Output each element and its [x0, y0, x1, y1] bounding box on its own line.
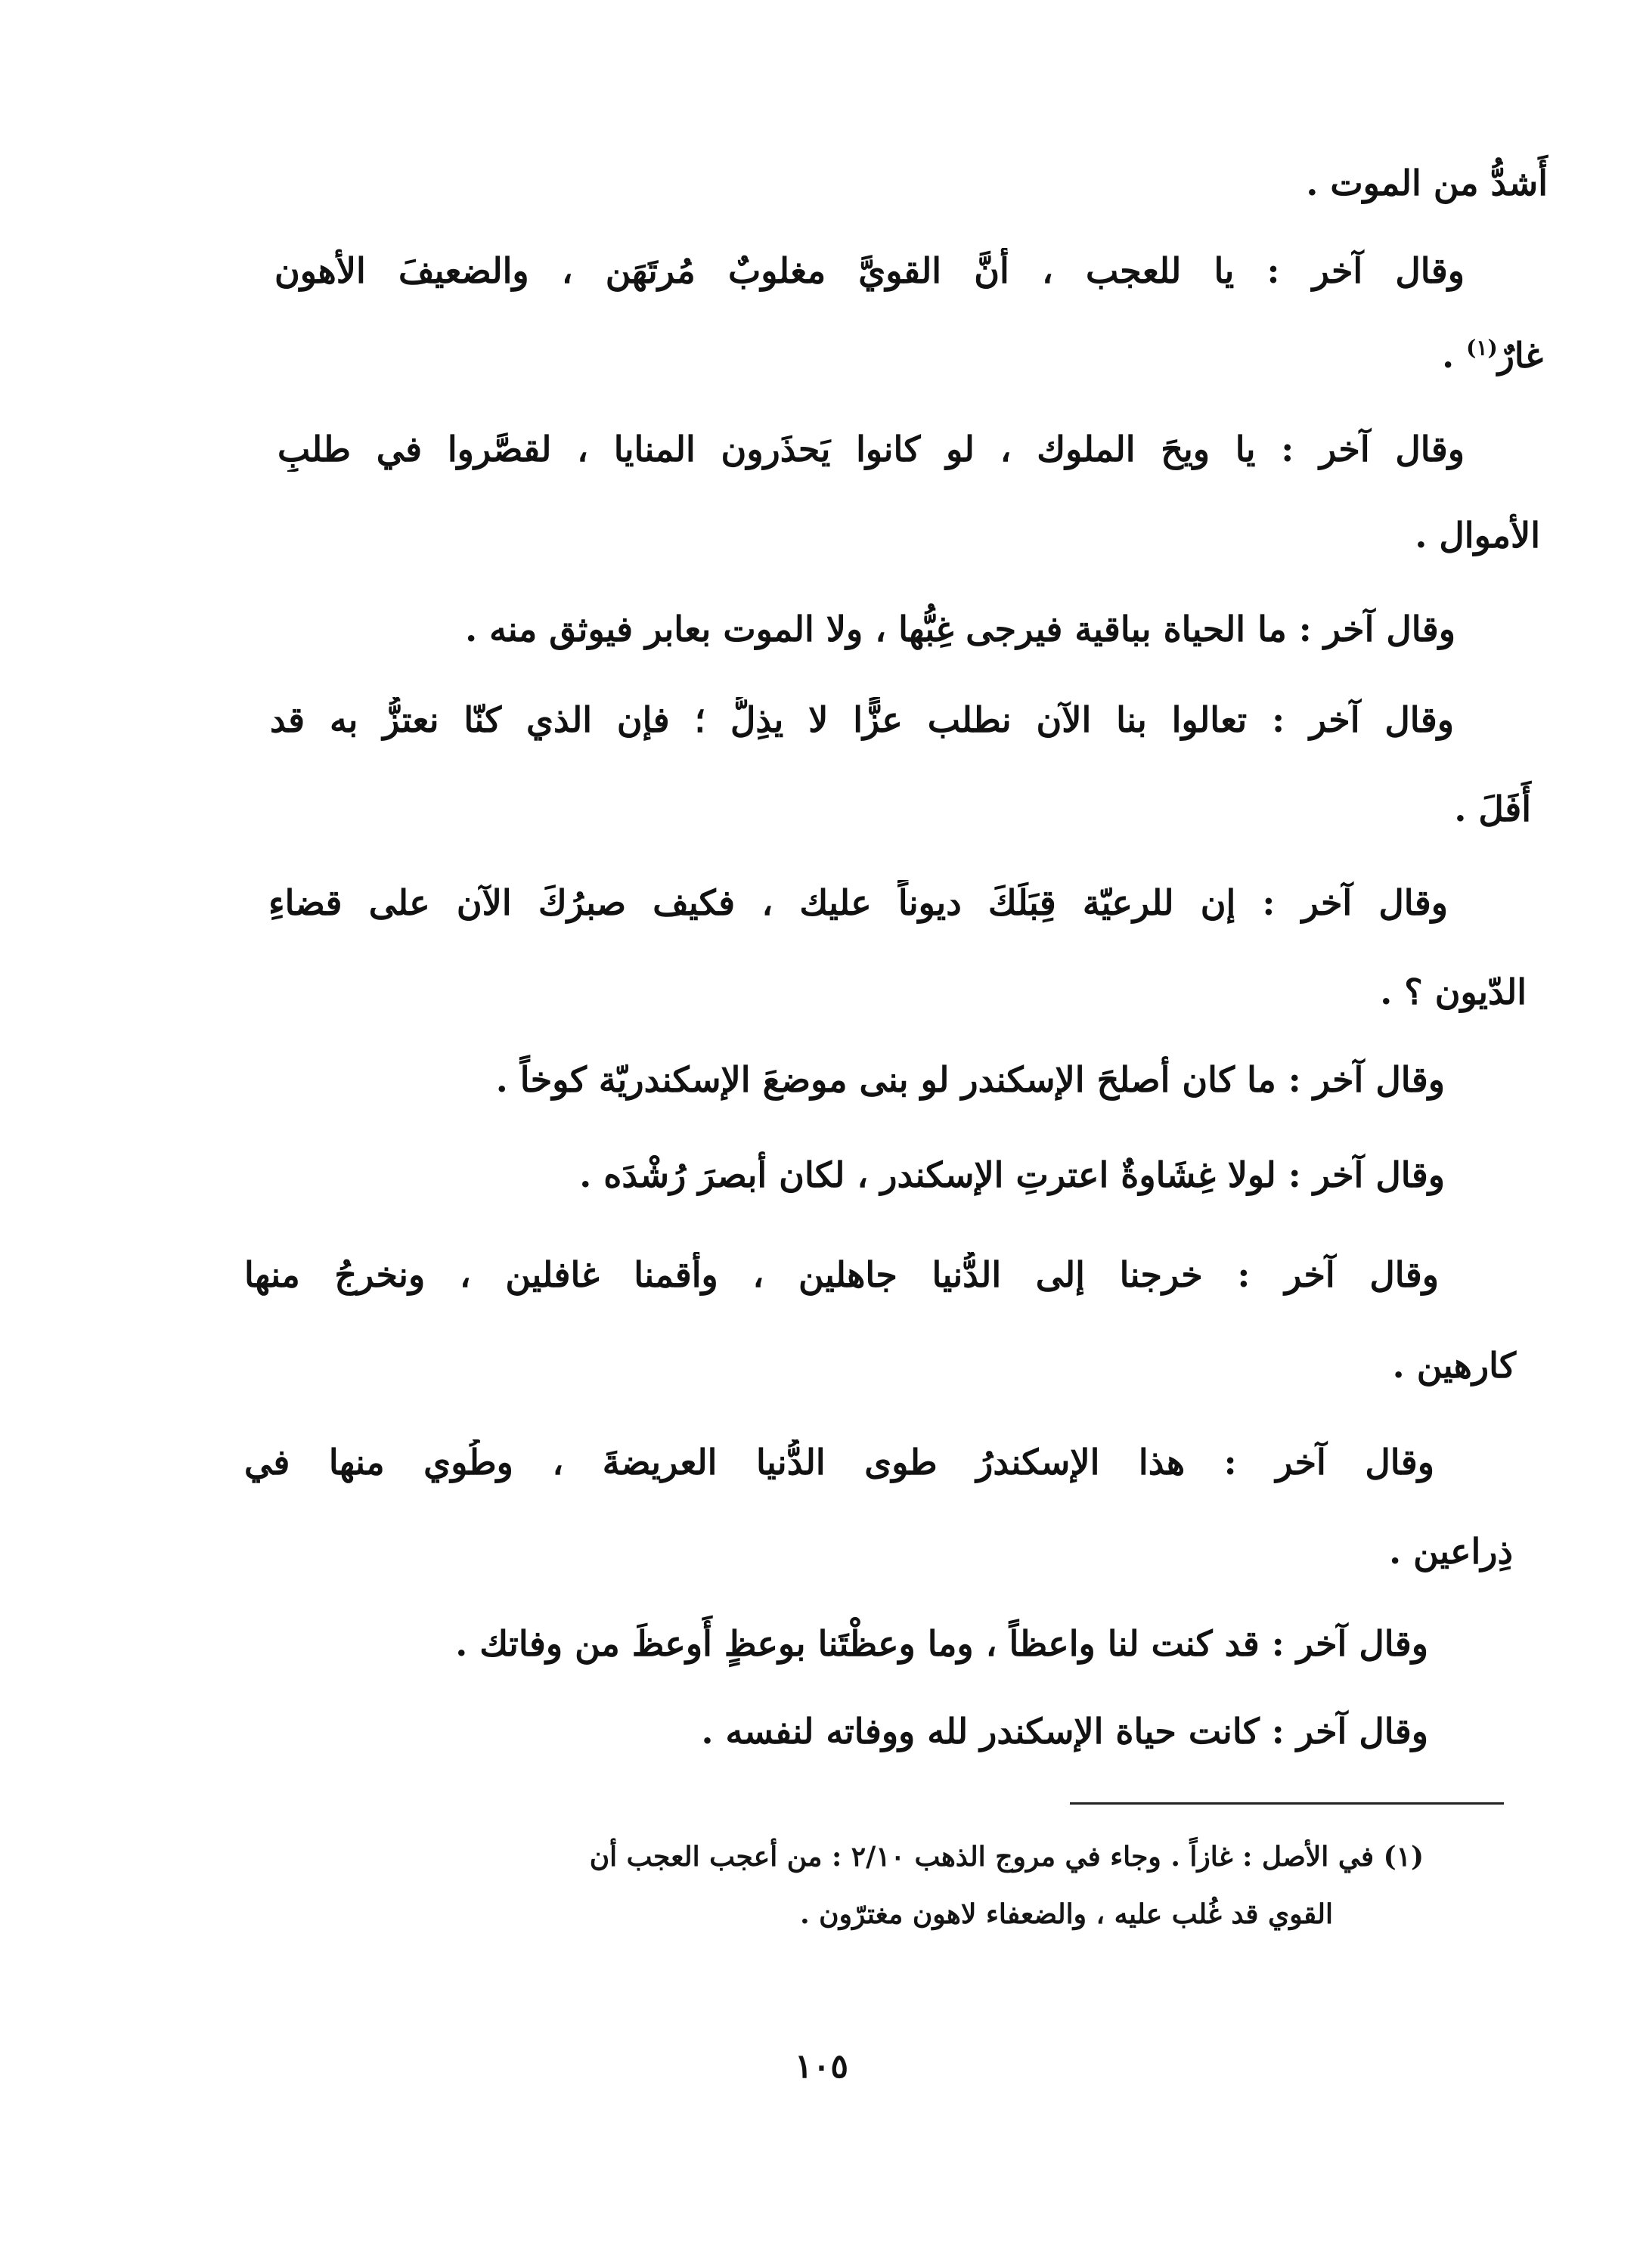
- footnote-line-1: (١) في الأصل : غازاً . وجاء في مروج الذهب ٢/١٠ : من أعجب العجب أن: [589, 1841, 1424, 1873]
- text-line-5: الأموال .: [1415, 515, 1540, 556]
- text-line-11: وقال آخر : ما كان أصلحَ الإسكندر لو بنى موضعَ الإسكندريّة كوخاً .: [495, 1059, 1445, 1100]
- page-number: ١٠٥: [795, 2047, 848, 2086]
- text-line-10: الدّيون ؟ .: [1380, 971, 1527, 1012]
- text-line-17: وقال آخر : قد كنت لنا واعظاً ، وما وعظْتَنا بوعظٍ أَوعظَ من وفاتك .: [455, 1623, 1428, 1664]
- text-line-7: وقال آخر : تعالوا بنا الآن نطلب عزًّا لا يذِلُّ ؛ فإن الذي كنّا نعتزُّ به قد: [270, 699, 1454, 740]
- text-line-3-body: غارٌ: [1497, 335, 1543, 376]
- footnote-line-2: القوي قد غُلب عليه ، والضعفاء لاهون مغترّون .: [800, 1898, 1333, 1930]
- footnote-reference: (١): [1466, 335, 1498, 361]
- text-line-18: وقال آخر : كانت حياة الإسكندر لله ووفاته لنفسه .: [701, 1711, 1428, 1752]
- text-line-1: أَشدُّ من الموت .: [1306, 163, 1548, 203]
- text-line-9: وقال آخر : إن للرعيّة قِبَلَكَ ديوناً عليك ، فكيف صبرُكَ الآن على قضاءِ: [268, 882, 1448, 923]
- text-line-12: وقال آخر : لولا غِشَاوةٌ اعترتِ الإسكندر ، لكان أبصرَ رُشْدَه .: [579, 1154, 1445, 1195]
- text-line-2: وقال آخر : يا للعجب ، أَنَّ القويَّ مغلوبٌ مُرتَهَن ، والضعيفَ الأهون: [274, 250, 1465, 291]
- text-line-3: [1442, 333, 1543, 378]
- text-line-3-end: .: [1442, 335, 1467, 376]
- text-line-15: وقال آخر : هذا الإسكندرُ طوى الدُّنيا العريضةَ ، وطُوي منها في: [244, 1442, 1434, 1483]
- footnote-separator: [1070, 1802, 1504, 1805]
- text-line-4: وقال آخر : يا ويحَ الملوك ، لو كانوا يَحذَرون المنايا ، لقصَّروا في طلبِ: [277, 429, 1465, 469]
- text-line-8: أَفَلَ .: [1454, 789, 1531, 829]
- text-line-6: وقال آخر : ما الحياة بباقية فيرجى غِبُّها ، ولا الموت بعابر فيوثق منه .: [465, 609, 1455, 649]
- text-line-13: وقال آخر : خرجنا إلى الدُّنيا جاهلين ، وأقمنا غافلين ، ونخرجُ منها: [244, 1254, 1439, 1295]
- text-line-16: ذِراعين .: [1389, 1531, 1513, 1572]
- text-line-14: كارهين .: [1392, 1345, 1516, 1386]
